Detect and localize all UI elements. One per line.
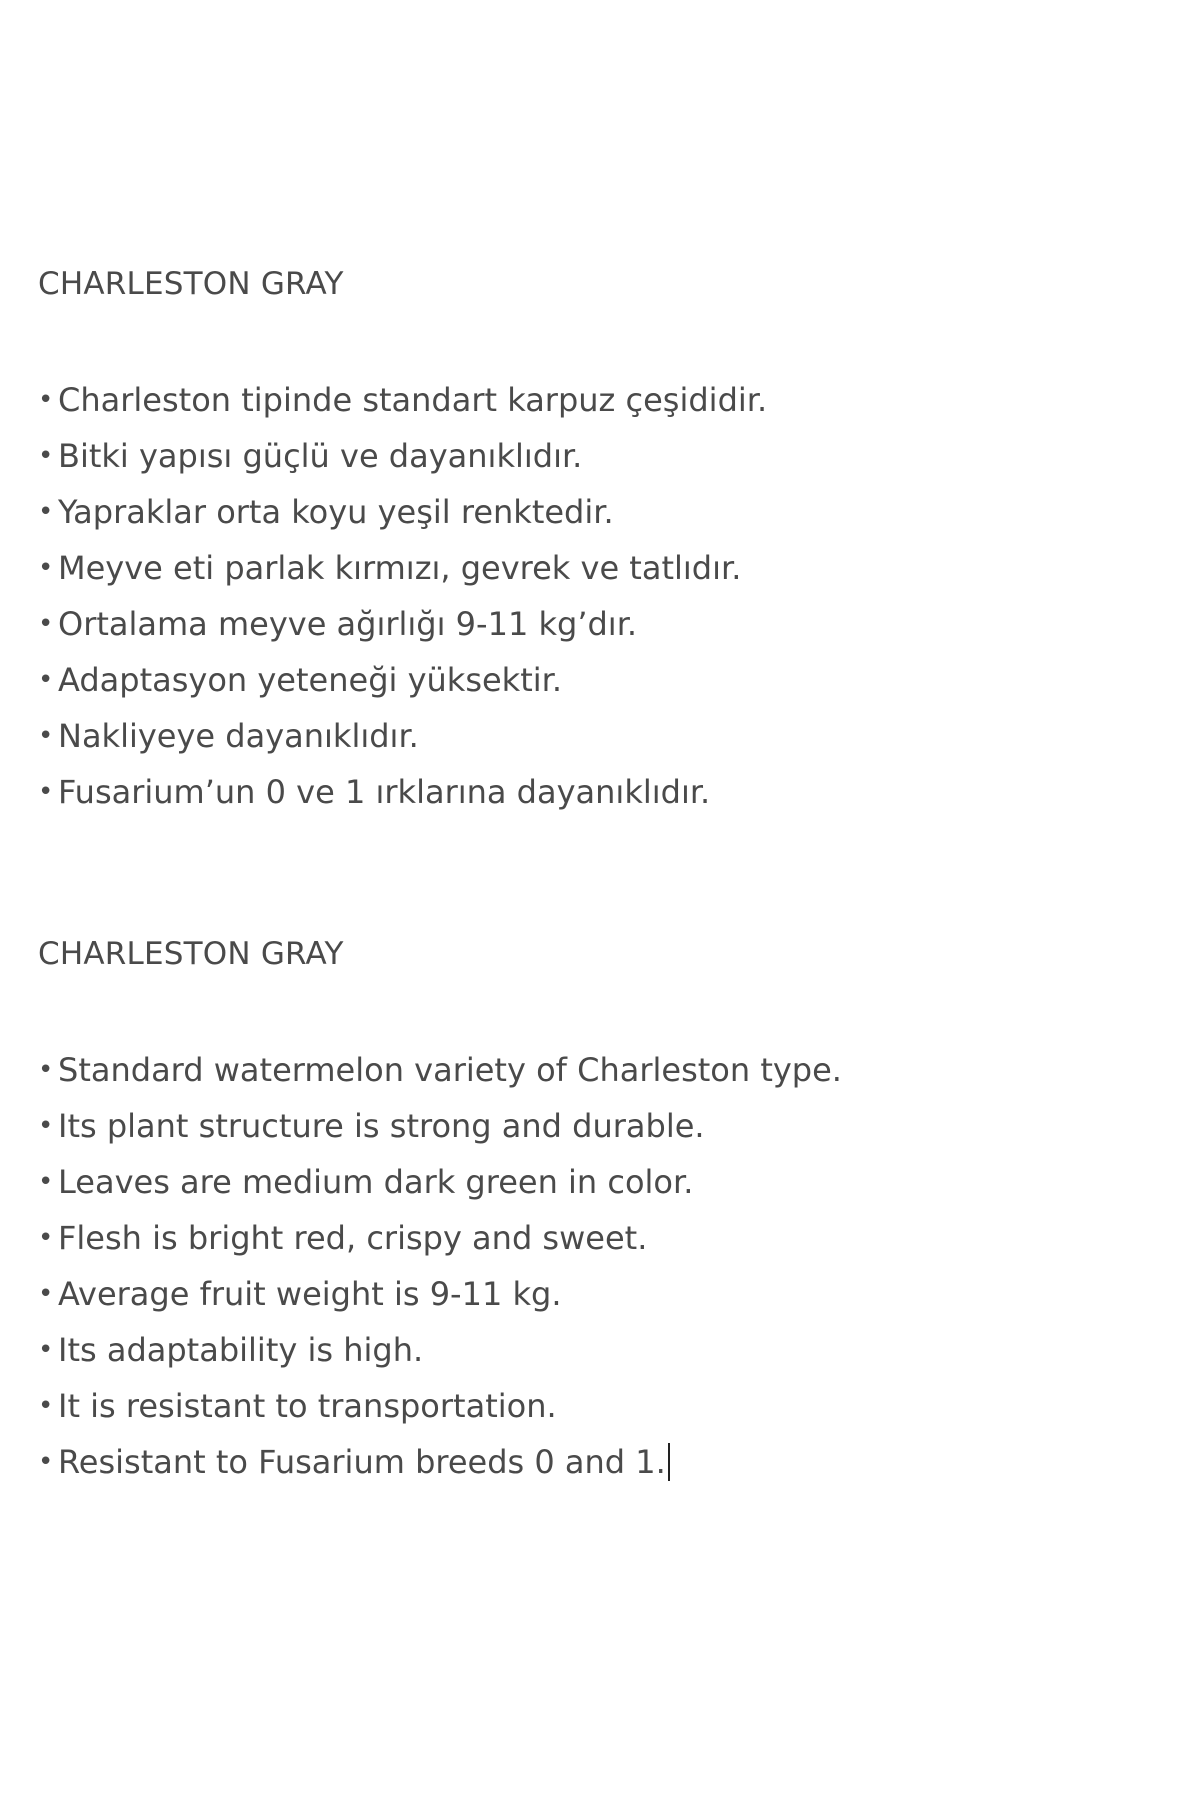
section-title: CHARLESTON GRAY [38,266,344,302]
list-item-text: Its adaptability is high. [58,1331,424,1369]
list-item-text: Flesh is bright red, crispy and sweet. [58,1219,648,1257]
list-item-text: Ortalama meyve ağırlığı 9-11 kg’dır. [58,605,638,643]
bullet-list [38,372,1138,820]
bullet-icon: • [38,609,54,639]
list-item [38,596,1138,652]
list-item-text: Its plant structure is strong and durable. [58,1107,705,1145]
list-item [38,1266,1138,1322]
list-item [38,652,1138,708]
list-item [38,764,1138,820]
bullet-list [38,1042,1138,1490]
section-title: CHARLESTON GRAY [38,936,344,972]
list-item [38,1210,1138,1266]
bullet-icon: • [38,1055,54,1085]
list-item-text: Average fruit weight is 9-11 kg. [58,1275,562,1313]
list-item [38,1434,1138,1490]
list-item [38,484,1138,540]
list-item [38,1378,1138,1434]
list-item-text: Nakliyeye dayanıklıdır. [58,717,419,755]
list-item-text: Bitki yapısı güçlü ve dayanıklıdır. [58,437,583,475]
bullet-icon: • [38,777,54,807]
bullet-icon: • [38,1111,54,1141]
list-item [38,428,1138,484]
list-item [38,540,1138,596]
bullet-icon: • [38,1223,54,1253]
bullet-icon: • [38,1279,54,1309]
list-item-text: Standard watermelon variety of Charleston type. [58,1051,842,1089]
bullet-icon: • [38,1391,54,1421]
list-item [38,1154,1138,1210]
list-item-text: Leaves are medium dark green in color. [58,1163,694,1201]
list-item [38,1098,1138,1154]
bullet-icon: • [38,721,54,751]
section-english [38,932,1138,1490]
bullet-icon: • [38,553,54,583]
list-item-text: Yapraklar orta koyu yeşil renktedir. [58,493,614,531]
list-item-text: Charleston tipinde standart karpuz çeşididir. [58,381,768,419]
list-item [38,1042,1138,1098]
bullet-icon: • [38,441,54,471]
bullet-icon: • [38,1335,54,1365]
bullet-icon: • [38,665,54,695]
list-item-text: Adaptasyon yeteneği yüksektir. [58,661,563,699]
list-item [38,372,1138,428]
text-cursor [668,1443,670,1481]
list-item-text: Fusarium’un 0 ve 1 ırklarına dayanıklıdır. [58,773,711,811]
list-item [38,708,1138,764]
bullet-icon: • [38,1167,54,1197]
section-turkish [38,262,1138,820]
list-item-text: Resistant to Fusarium breeds 0 and 1. [58,1443,666,1481]
list-item-text: Meyve eti parlak kırmızı, gevrek ve tatlıdır. [58,549,742,587]
list-item [38,1322,1138,1378]
bullet-icon: • [38,1447,54,1477]
bullet-icon: • [38,385,54,415]
list-item-text: It is resistant to transportation. [58,1387,557,1425]
bullet-icon: • [38,497,54,527]
